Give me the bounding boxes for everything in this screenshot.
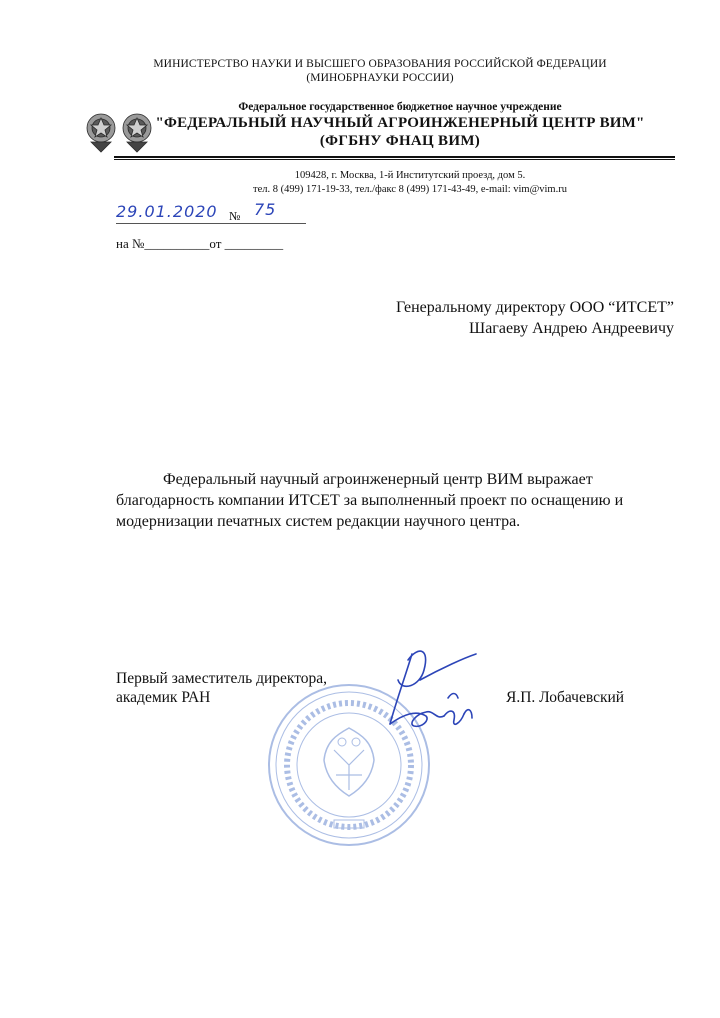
reference-number: 75 <box>254 200 277 219</box>
ministry-header <box>120 57 640 85</box>
addressee-name: Шагаеву Андрею Андреевичу <box>469 320 674 337</box>
outgoing-reference <box>116 200 316 227</box>
postal-address: 109428, г. Москва, 1-й Институтский проезд, дом 5. <box>294 170 526 181</box>
reference-date: 29.01.2020 <box>116 202 218 221</box>
body-paragraph: Федеральный научный агроинженерный центр ВИМ выражает благодарность компании ИТСЕТ за выполненный проект по оснащению и модернизации печатных систем редакции научного центра. <box>116 471 624 530</box>
contact-details: тел. 8 (499) 171-19-33, тел./факс 8 (499) 171-43-49, e-mail: vim@vim.ru <box>253 184 567 195</box>
organization-type: Федеральное государственное бюджетное научное учреждение <box>238 101 562 113</box>
reference-number-label: № <box>229 209 241 223</box>
organization-header <box>140 101 660 150</box>
header-rule-thick <box>114 156 675 158</box>
addressee-block <box>254 297 674 339</box>
handwritten-signature-icon <box>360 640 500 750</box>
addressee-position: Генеральному директору ООО “ИТСЕТ” <box>395 299 674 316</box>
ministry-name: МИНИСТЕРСТВО НАУКИ И ВЫСШЕГО ОБРАЗОВАНИЯ РОССИЙСКОЙ ФЕДЕРАЦИИ <box>153 58 607 70</box>
signatory-name: Я.П. Лобачевский <box>506 689 625 706</box>
letter-body <box>116 469 676 532</box>
ministry-abbreviation: (МИНОБРНАУКИ РОССИИ) <box>306 72 454 84</box>
header-rule-thin <box>114 159 675 160</box>
signatory-rank: академик РАН <box>116 689 211 706</box>
incoming-reference: на №__________от _________ <box>116 236 284 251</box>
organization-short-name: (ФГБНУ ФНАЦ ВИМ) <box>319 133 481 149</box>
organization-name: "ФЕДЕРАЛЬНЫЙ НАУЧНЫЙ АГРОИНЖЕНЕРНЫЙ ЦЕНТР ВИМ" <box>155 115 645 131</box>
signatory-position: Первый заместитель директора, <box>116 670 328 687</box>
reference-underline <box>116 223 306 224</box>
signatory-title <box>116 669 327 707</box>
organization-address <box>120 169 700 197</box>
